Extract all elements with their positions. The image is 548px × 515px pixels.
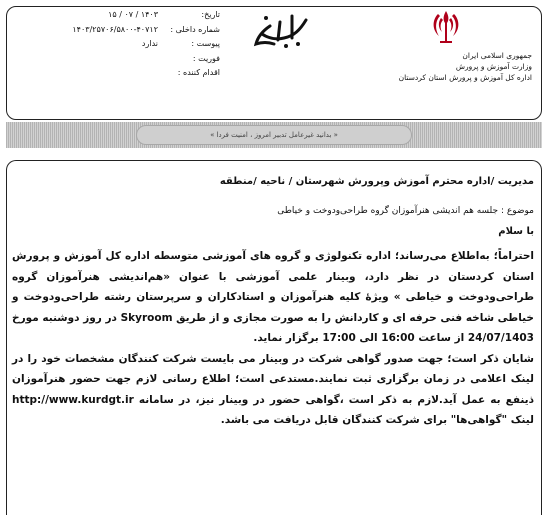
letter-subject: موضوع : جلسه هم اندیشی هنرآموزان گروه طراحی‌ودوخت و خیاطی — [277, 206, 534, 216]
paragraph-certificate: شایان ذکر است؛ جهت صدور گواهی شرکت در وبینار می بایست شرکت کنندگان مشخصات خود را در لینک اعلامی در زمان برگزاری ثبت نمایند.مستدعی است؛ اطلاع رسانی لازم جهت حضور هنرآموزان ذینفع به عمل آید.لازم به ذکر است ،گواهی حضور در وبینار نیز، در سامانه http://www.kurdgt.ir لینک "گواهی‌ها" برای شرکت کنندگان قابل دریافت می باشد. — [12, 352, 534, 426]
calligraphy-logo-icon — [248, 12, 312, 52]
organization-name — [392, 50, 532, 83]
letter-metadata — [60, 8, 220, 81]
letter-greeting: با سلام — [498, 226, 534, 237]
org-line-1: جمهوری اسلامی ایران — [462, 51, 532, 60]
meta-attachment: پیوست : ندارد — [141, 39, 220, 48]
org-line-2: وزارت آموزش و پرورش — [455, 62, 532, 71]
meta-internal-number: شماره داخلی : ۱۴۰۳/۲۵۷۰۶/۵۸۰۰-۴۰۷۱۲ — [72, 24, 220, 34]
letter-text — [12, 246, 534, 431]
meta-urgency: فوریت : — [192, 53, 220, 63]
meta-action-by: اقدام کننده : — [177, 68, 220, 77]
meta-date: تاریخ: ۱۴۰۳ / ۰۷ / ۱۵ — [108, 10, 220, 19]
iran-emblem-icon — [426, 8, 466, 46]
letter-recipient: مدیریت /اداره محترم آموزش وپرورش شهرستان / ناحیه /منطقه — [219, 176, 534, 187]
slogan-banner: « بدانید غیرعامل تدبیر امروز ، امنیت فردا » — [136, 125, 412, 145]
org-line-3: اداره کل آموزش و پرورش استان کردستان — [398, 73, 532, 82]
paragraph-announcement: احتراماً؛ بەاطلاع می‌رساند؛ اداره تکنولوژی و گروه های آموزشی متوسطه اداره کل آموزش و پرورش استان کردستان در نظر دارد، وبینار علمی آموزشی با عنوان «هم‌اندیشی هنرآموزان گروه طراحی‌ودوخت و خیاطی » ویژۀ کلیه هنرآموزان و استادکاران و سرپرستان رشته طراحی‌ودوخت و خیاطی شاخه فنی حرفه ای و کاردانش را به صورت مجازی و از طریق Skyroom در روز دوشنبه مورخ 24/07/1403 از ساعت 16:00 الی 17:00 برگزار نماید. — [12, 250, 534, 344]
